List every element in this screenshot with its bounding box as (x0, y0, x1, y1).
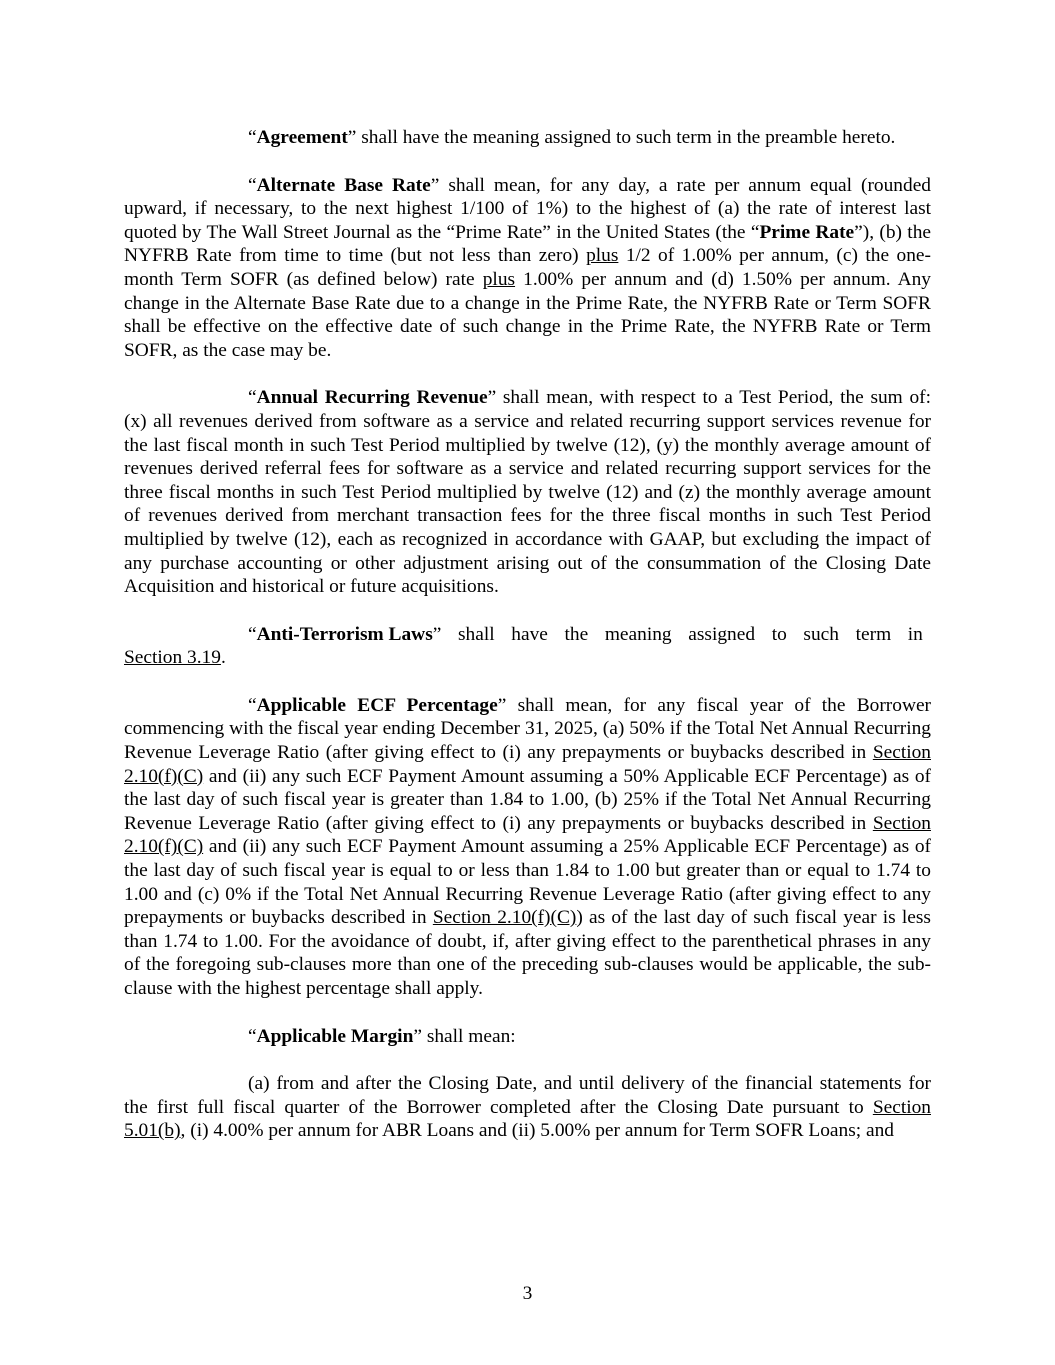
definition-text: ”), (b) the NYFRB Rate from time to time (but not less than zero) (124, 221, 931, 267)
definition-text: shall mean, for any fiscal year of the Borrower commencing with the fiscal year ending December 31, 2025, (a) 50% if the Total Net Annual Recurring Revenue Leverage Ratio (after giving effect to (i) any prepayments or buybacks described in (124, 694, 932, 764)
section-reference: Section 2.10(f)(C) (432, 907, 577, 929)
defined-term: Alternate Base Rate (256, 174, 431, 196)
definition-applicable-margin: “Applicable Margin” shall mean: (248, 1025, 516, 1047)
definition-applicable-ecf-percentage: “Applicable ECF Percentage” shall mean, for any fiscal year of the Borrower commencing with the fiscal year ending December 31, 2025, (a) 50% if the Total Net Annual Recurring Revenue Leverage Ratio (after giving effect to (i) any prepayments or buybacks described in Section 2.10(f)(C) and (ii) any such ECF Payment Amount assuming a 50% Applicable ECF Percentage) as of the last day of such fiscal year is greater than 1.84 to 1.00, (b) 25% if the Total Net Annual Recurring Revenue Leverage Ratio (after giving effect to (i) any prepayments or buybacks described in Section 2.10(f)(C) and (ii) any such ECF Payment Amount assuming a 25% Applicable ECF Percentage) as of the last day of such fiscal year is equal to or less than 1.84 to 1.00 but greater than or equal to 1.74 to 1.00 and (c) 0% if the Total Net Annual Recurring Revenue Leverage Ratio (after giving effect to any prepayments or buybacks described in Section 2.10(f)(C)) as of the last day of such fiscal year is less than 1.74 to 1.00. For the avoidance of doubt, if, after giving effect to the parenthetical phrases in any of the foregoing sub-clauses more than one of the preceding sub-clauses would be applicable, the sub-clause with the highest percentage shall apply. (124, 694, 932, 999)
clause-text: , (i) 4.00% per annum for ABR Loans and (ii) 5.00% per annum for Term SOFR Loans; and (180, 1120, 895, 1142)
section-reference: Section 2.10(f)(C) (124, 812, 931, 858)
definition-text: shall have the meaning assigned to such term in (441, 623, 923, 645)
definition-alternate-base-rate: “Alternate Base Rate” shall mean, for any day, a rate per annum equal (rounded upward, if necessary, to the next highest 1/100 of 1%) to the highest of (a) the rate of interest last quoted by The Wall Street Journal as the “Prime Rate” in the United States (the “Prime Rate”), (b) the NYFRB Rate from time to time (but not less than zero) plus 1/2 of 1.00% per annum, (c) the one-month Term SOFR (as defined below) rate plus 1.00% per annum and (d) 1.50% per annum. Any change in the Alternate Base Rate due to a change in the Prime Rate, the NYFRB Rate or Term SOFR shall be effective on the effective date of such change in the Prime Rate, the NYFRB Rate or Term SOFR, as the case may be. (124, 174, 932, 361)
clause-a (124, 1072, 931, 1143)
defined-term: Annual Recurring Revenue (256, 387, 488, 409)
section-reference: Section 3.19 (124, 647, 221, 669)
defined-term: Applicable ECF Percentage (256, 694, 498, 716)
definition-text: shall mean, for any day, a rate per annum equal (rounded upward, if necessary, to the next highest 1/100 of 1%) to the highest of (a) the rate of interest last quoted by The Wall Street Journal as the “Prime Rate” in the United States (the “ (124, 174, 932, 243)
definition-anti-terrorism-laws: “Anti-Terrorism Laws” shall have the meaning assigned to such term in Section 3.19. (124, 623, 923, 669)
definition-text: shall mean: (421, 1025, 516, 1047)
plus-underlined: plus (482, 268, 516, 290)
punctuation: . (220, 647, 226, 669)
document-body (124, 126, 931, 1167)
definition-text: 1.00% per annum and (d) 1.50% per annum. Any change in the Alternate Base Rate due to a change in the Prime Rate, the NYFRB Rate or Term SOFR shall be effective on the effective date of such change in the Prime Rate, the NYFRB Rate or Term SOFR, as the case may be. (124, 268, 932, 361)
definition-text: and (ii) any such ECF Payment Amount assuming a 50% Applicable ECF Percentage) as of the last day of such fiscal year is greater than 1.84 to 1.00, (b) 25% if the Total Net Annual Recurring Revenue Leverage Ratio (after giving effect to (i) any prepayments or buybacks described in (124, 765, 931, 834)
section-reference: Section 2.10(f)(C) (124, 742, 931, 787)
definition-text: and (ii) any such ECF Payment Amount assuming a 25% Applicable ECF Percentage) as of the last day of such fiscal year is equal to or less than 1.84 to 1.00 but greater than or equal to 1.74 to 1.00 and (c) 0% if the Total Net Annual Recurring Revenue Leverage Ratio (after giving effect to any prepayments or buybacks described in (124, 836, 931, 929)
page-number: 3 (522, 1283, 533, 1304)
definition-text: ) as of the last day of such fiscal year is less than 1.74 to 1.00. For the avoidance of doubt, if, after giving effect to the parenthetical phrases in any of the foregoing sub-clauses more than one of the preceding sub-clauses would be applicable, the sub-clause with the highest percentage shall apply. (124, 907, 931, 999)
definition-text: 1/2 of 1.00% per annum, (c) the one-month Term SOFR (as defined below) rate (124, 245, 931, 290)
definition-agreement: “Agreement” shall have the meaning assigned to such term in the preamble hereto. (248, 127, 896, 148)
defined-term: Agreement (256, 127, 348, 148)
section-reference: Section 5.01(b) (124, 1096, 931, 1142)
clause-text: (a) from and after the Closing Date, and until delivery of the financial statements for the first full fiscal quarter of the Borrower completed after the Closing Date pursuant to (124, 1073, 931, 1118)
definition-text: shall mean, with respect to a Test Period, the sum of: (x) all revenues derived from software as a service and related recurring support services revenue for the last fiscal month in such Test Period multiplied by twelve (12), (y) the monthly average amount of revenues derived referral fees for software as a service and related recurring support services for the three fiscal months in such Test Period multiplied by twelve (12) and (z) the monthly average amount of revenues derived from merchant transaction fees for the three fiscal months in such Test Period multiplied by twelve (12), each as recognized in accordance with GAAP, but excluding the impact of any purchase accounting or other adjustment arising out of the consummation of the Closing Date Acquisition and historical or future acquisitions. (124, 387, 931, 598)
plus-underlined: plus (586, 245, 619, 267)
defined-term: Anti-Terrorism Laws (256, 623, 433, 645)
defined-term: Applicable Margin (256, 1025, 414, 1047)
defined-term-prime-rate: Prime Rate (759, 221, 855, 243)
definition-text: shall have the meaning assigned to such term in the preamble hereto. (356, 127, 896, 148)
definition-annual-recurring-revenue: “Annual Recurring Revenue” shall mean, with respect to a Test Period, the sum of: (x) all revenues derived from software as a service and related recurring support services revenue for the last fiscal month in such Test Period multiplied by twelve (12), (y) the monthly average amount of revenues derived referral fees for software as a service and related recurring support services for the three fiscal months in such Test Period multiplied by twelve (12) and (z) the monthly average amount of revenues derived from merchant transaction fees for the three fiscal months in such Test Period multiplied by twelve (12), each as recognized in accordance with GAAP, but excluding the impact of any purchase accounting or other adjustment arising out of the consummation of the Closing Date Acquisition and historical or future acquisitions. (124, 387, 931, 598)
